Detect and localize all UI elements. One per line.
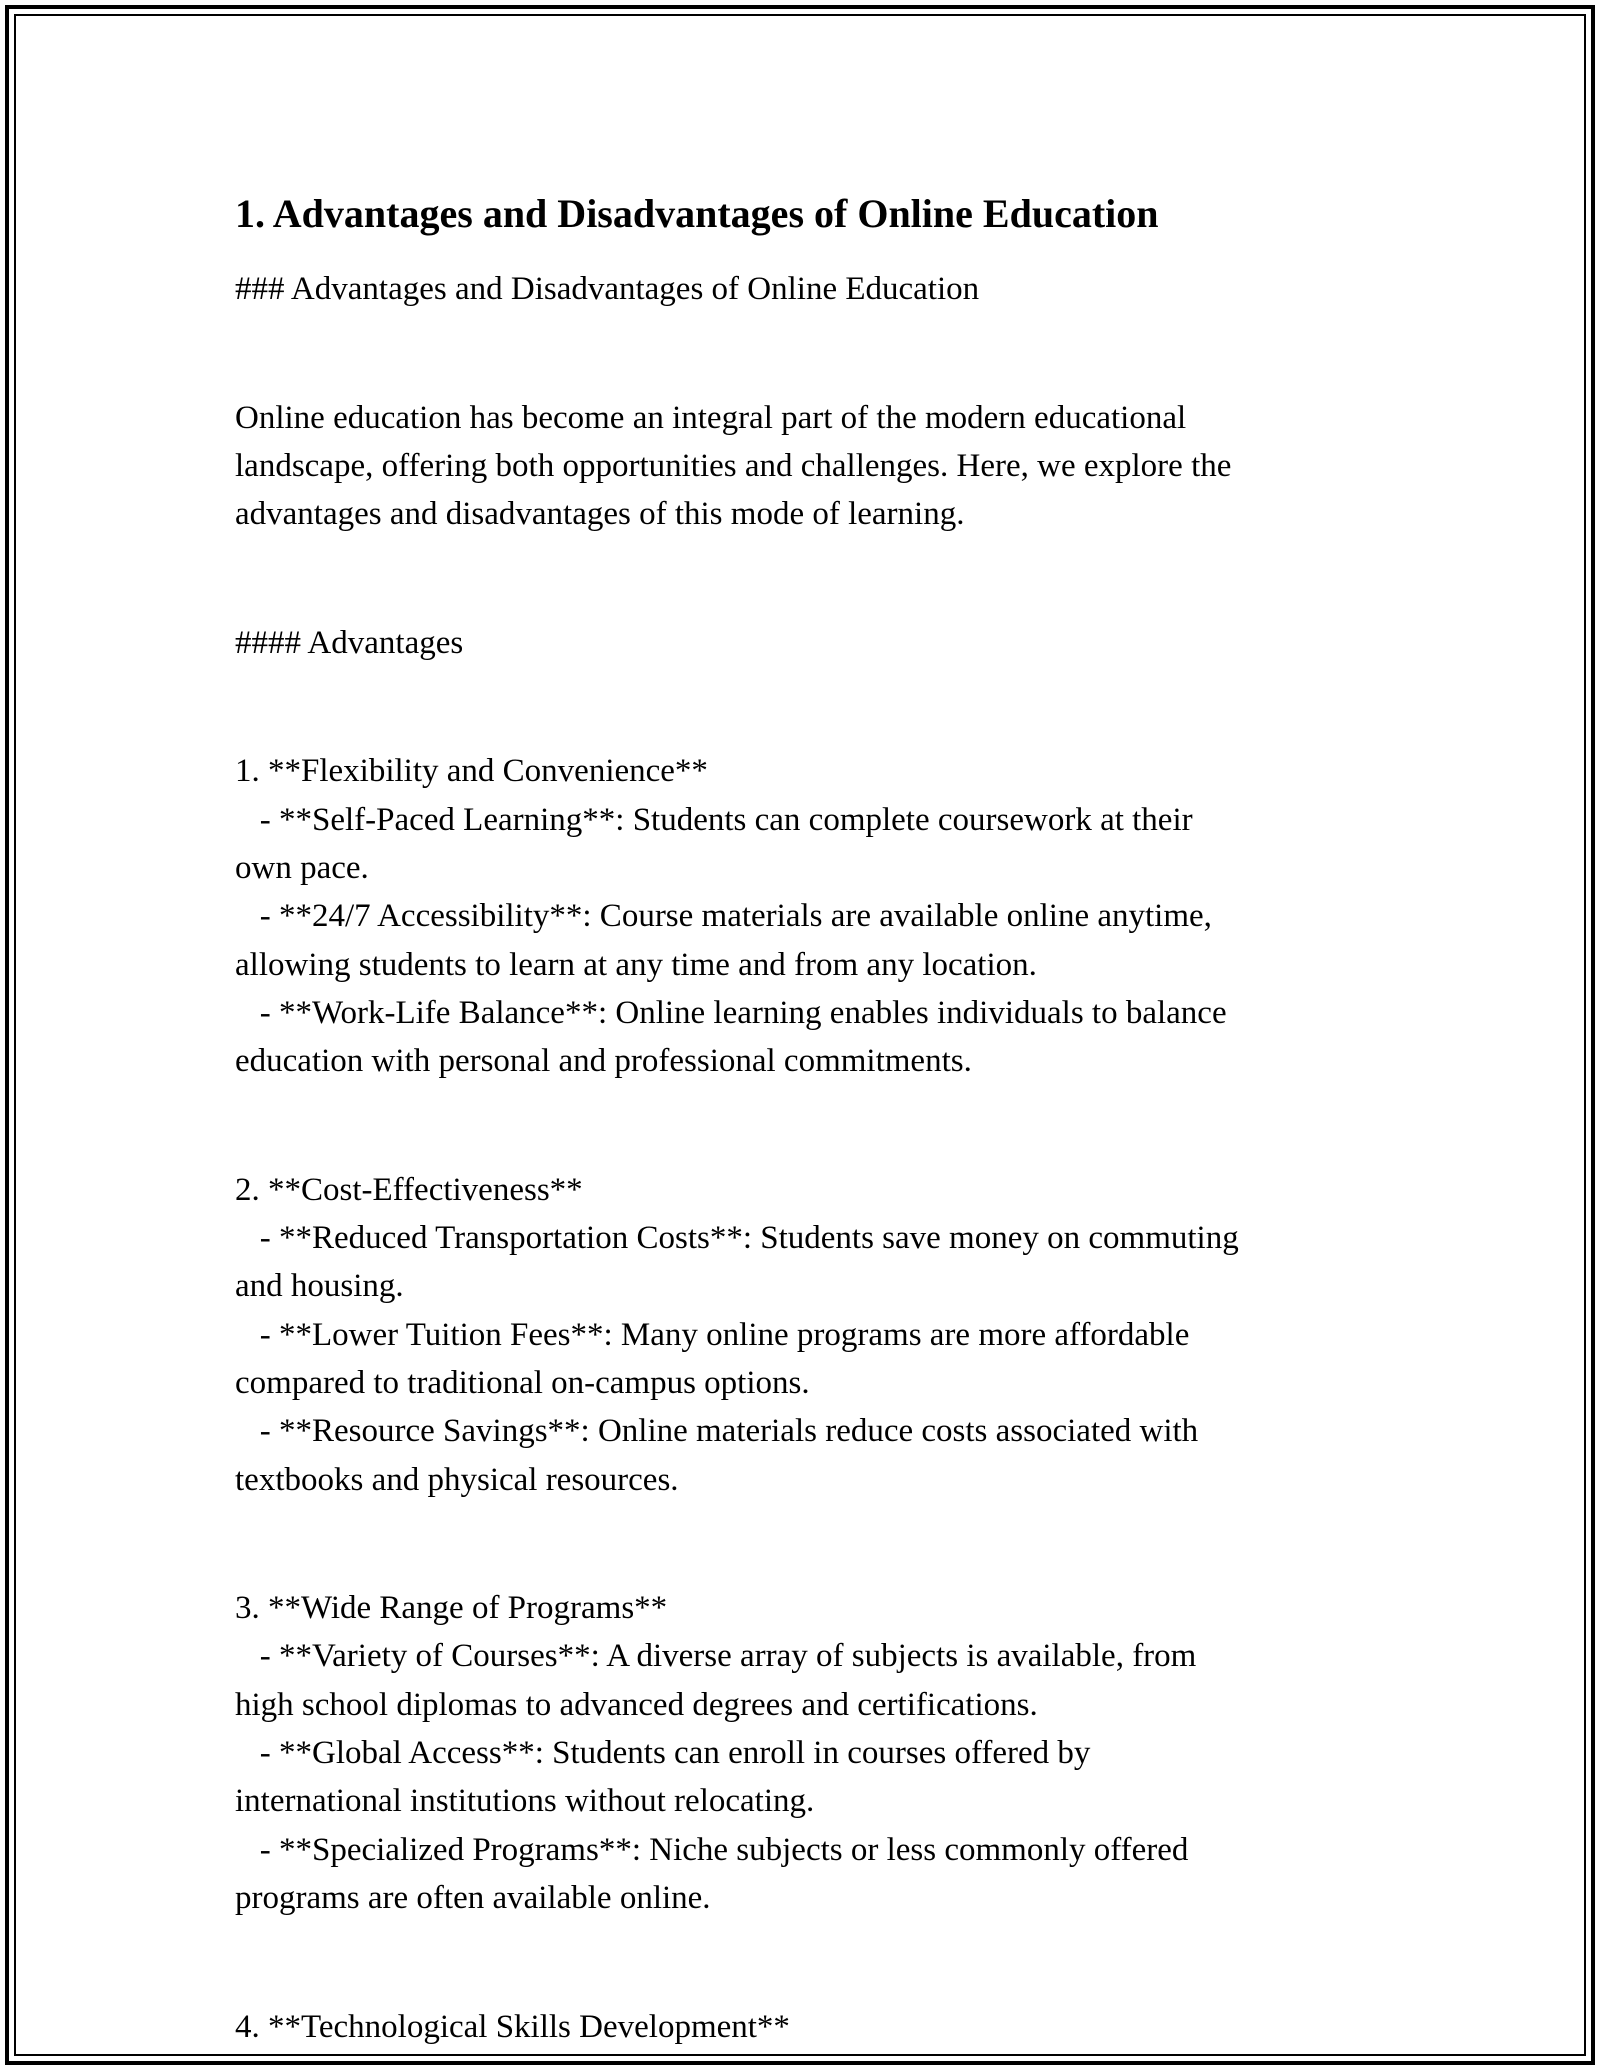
blank-line (235, 1101, 1395, 1149)
blank-line (235, 1938, 1395, 1986)
document-title: 1. Advantages and Disadvantages of Online Education (235, 191, 1159, 236)
text-line: - **Lower Tuition Fees**: Many online programs are more affordable (235, 1316, 1190, 1353)
text-line: 3. **Wide Range of Programs** (235, 1590, 668, 1627)
text-line: #### Advantages (235, 624, 464, 661)
text-line: and housing. (235, 1268, 404, 1305)
text-line: own pace. (235, 849, 369, 886)
text-line: ### Advantages and Disadvantages of Online Education (235, 271, 980, 307)
text-line: - **24/7 Accessibility**: Course materials are available online anytime, (235, 898, 1212, 935)
text-line: 2. **Cost-Effectiveness** (235, 1171, 583, 1208)
blank-line (235, 683, 1395, 731)
document-text (235, 265, 1395, 2051)
text-line: international institutions without relocating. (235, 1783, 815, 1820)
text-line: - **Global Access**: Students can enroll in courses offered by (235, 1735, 1091, 1772)
blank-line (235, 1520, 1395, 1568)
text-line: education with personal and professional commitments. (235, 1043, 972, 1080)
text-line: 1. **Flexibility and Convenience** (235, 753, 708, 790)
blank-line (235, 329, 1395, 377)
document-body (235, 185, 1395, 2051)
text-line: textbooks and physical resources. (235, 1461, 679, 1498)
text-line: compared to traditional on-campus options. (235, 1364, 810, 1401)
text-line: - **Reduced Transportation Costs**: Students save money on commuting (235, 1220, 1239, 1257)
text-line: advantages and disadvantages of this mode of learning. (235, 496, 965, 533)
text-line: - **Variety of Courses**: A diverse array of subjects is available, from (235, 1638, 1197, 1675)
text-line: allowing students to learn at any time and from any location. (235, 946, 1037, 983)
text-line: Online education has become an integral part of the modern educational (235, 399, 1187, 436)
text-line: 4. **Technological Skills Development** (235, 2008, 790, 2045)
text-line: programs are often available online. (235, 1879, 711, 1916)
text-line: high school diplomas to advanced degrees and certifications. (235, 1686, 1038, 1723)
blank-line (235, 554, 1395, 602)
text-line: - **Resource Savings**: Online materials reduce costs associated with (235, 1413, 1199, 1450)
text-line: - **Self-Paced Learning**: Students can complete coursework at their (235, 801, 1193, 838)
text-line: - **Specialized Programs**: Niche subjects or less commonly offered (235, 1831, 1189, 1868)
text-line: - **Work-Life Balance**: Online learning enables individuals to balance (235, 994, 1227, 1031)
text-line: landscape, offering both opportunities and challenges. Here, we explore the (235, 447, 1232, 484)
